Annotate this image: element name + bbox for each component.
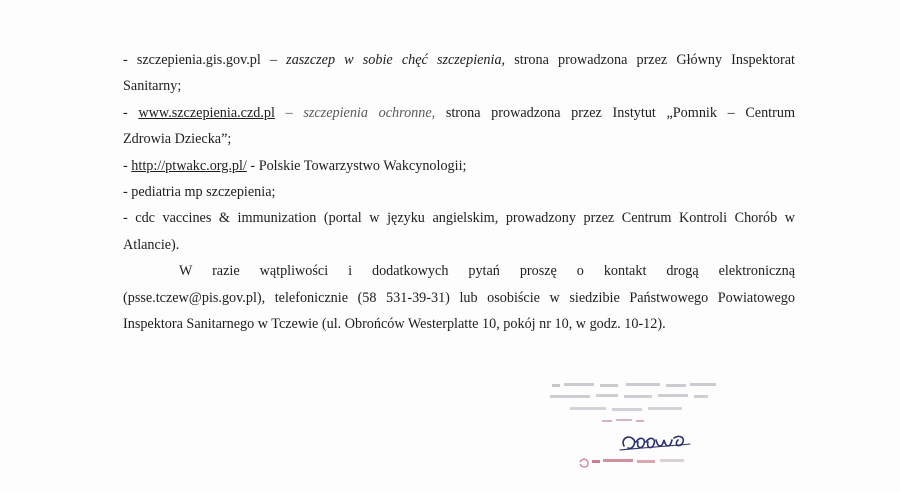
signature-image — [540, 378, 740, 488]
contact-paragraph-line3: Inspektora Sanitarnego w Tczewie (ul. Obrońców Westerplatte 10, pokój nr 10, w godz. 10-12). — [123, 316, 666, 333]
list-item-czd-line1: - www.szczepienia.czd.pl – szczepienia ochronne, strona prowadzona przez Instytut „Pomnik – Centrum — [123, 104, 795, 121]
contact-paragraph-line1: W razie wątpliwości i dodatkowych pytań proszę o kontakt drogą elektroniczną — [179, 263, 795, 280]
list-item-gis-line1: - szczepienia.gis.gov.pl – zaszczep w sobie chęć szczepienia, strona prowadzona przez Główny Inspektorat — [123, 52, 795, 68]
list-item-czd-line2: Zdrowia Dziecka”; — [123, 131, 232, 148]
ptwakc-link[interactable]: http://ptwakc.org.pl/ — [131, 157, 247, 174]
czd-link[interactable]: www.szczepienia.czd.pl — [138, 104, 275, 121]
list-item-ptwakc: - http://ptwakc.org.pl/ - Polskie Towarzystwo Wakcynologii; — [123, 157, 467, 174]
document-body — [123, 47, 795, 337]
list-item-pediatria: - pediatria mp szczepienia; — [123, 184, 276, 201]
list-item-gis-line2: Sanitarny; — [123, 78, 182, 95]
contact-paragraph-line2: (psse.tczew@pis.gov.pl), telefonicznie (58 531-39-31) lub osobiście w siedzibie Państwowego Powiatowego — [123, 289, 795, 306]
signature-stamp — [540, 378, 740, 488]
list-item-cdc-line2: Atlancie). — [123, 236, 180, 253]
list-item-cdc-line1: - cdc vaccines & immunization (portal w języku angielskim, prowadzony przez Centrum Kontroli Chorób w — [123, 210, 795, 227]
